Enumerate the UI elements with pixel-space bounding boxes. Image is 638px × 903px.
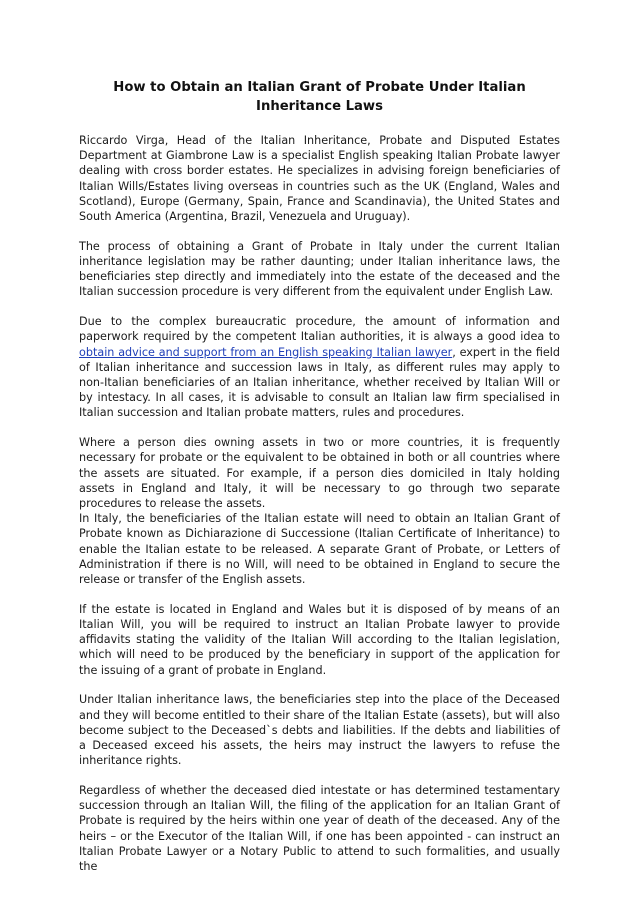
paragraph-process: The process of obtaining a Grant of Probate in Italy under the current Italian inheritance legislation may be rather daunting; under Italian inheritance laws, the beneficiaries step directly and immediately into the estate of the deceased and the Italian succession procedure is very different from the equivalent under English Law.	[79, 239, 560, 299]
paragraph-advice-text-start: Due to the complex bureaucratic procedure, the amount of information and paperwork required by the competent Italian authorities, it is always a good idea to	[79, 315, 560, 344]
paragraph-advice	[79, 314, 560, 420]
paragraph-advice-text-end: , expert in the field of Italian inheritance and succession laws in Italy, as different rules may apply to non-Italian beneficiaries of an Italian inheritance, whether received by Italian Will or by intestacy. In all cases, it is advisable to consult an Italian law firm specialised in Italian succession and Italian probate matters, rules and procedures.	[79, 345, 560, 420]
page-title: How to Obtain an Italian Grant of Probate Under Italian Inheritance Laws	[113, 80, 526, 114]
paragraph-italian-grant: In Italy, the beneficiaries of the Italian estate will need to obtain an Italian Grant of Probate known as Dichiarazione di Successione (Italian Certificate of Inheritance) to enable the Italian estate to be released. A separate Grant of Probate, or Letters of Administration if there is no Will, will need to be obtained in England to secure the release or transfer of the English assets.	[79, 512, 560, 587]
paragraph-filing: Regardless of whether the deceased died intestate or has determined testamentary succession through an Italian Will, the filing of the application for an Italian Grant of Probate is required by the heirs within one year of death of the deceased. Any of the heirs – or the Executor of the Italian Will, if one has been appointed - can instruct an Italian Probate Lawyer or a Notary Public to attend to such formalities, and usually the	[79, 784, 560, 874]
paragraph-italian-will: If the estate is located in England and Wales but it is disposed of by means of an Italian Will, you will be required to instruct an Italian Probate lawyer to provide affidavits stating the validity of the Italian Will according to the Italian legislation, which will need to be produced by the beneficiary in support of the application for the issuing of a grant of probate in England.	[79, 602, 560, 677]
paragraph-beneficiaries: Under Italian inheritance laws, the beneficiaries step into the place of the Deceased and they will become entitled to their share of the Italian Estate (assets), but will also become subject to the Deceased`s debts and liabilities. If the debts and liabilities of a Deceased exceed his assets, the heirs may instruct the lawyers to refuse the inheritance rights.	[79, 693, 560, 768]
paragraph-intro: Riccardo Virga, Head of the Italian Inheritance, Probate and Disputed Estates Department at Giambrone Law is a specialist English speaking Italian Probate lawyer dealing with cross border estates. He specializes in advising foreign beneficiaries of Italian Wills/Estates living overseas in countries such as the UK (England, Wales and Scotland), Europe (Germany, Spain, France and Scandinavia), the United States and South America (Argentina, Brazil, Venezuela and Uruguay).	[79, 134, 560, 224]
paragraph-multiple-countries: Where a person dies owning assets in two or more countries, it is frequently necessary for probate or the equivalent to be obtained in both or all countries where the assets are situated. For example, if a person dies domiciled in Italy holding assets in England and Italy, it will be necessary to go through two separate procedures to release the assets.	[79, 436, 560, 511]
advice-link[interactable]: obtain advice and support from an English speaking Italian lawyer	[79, 345, 453, 359]
